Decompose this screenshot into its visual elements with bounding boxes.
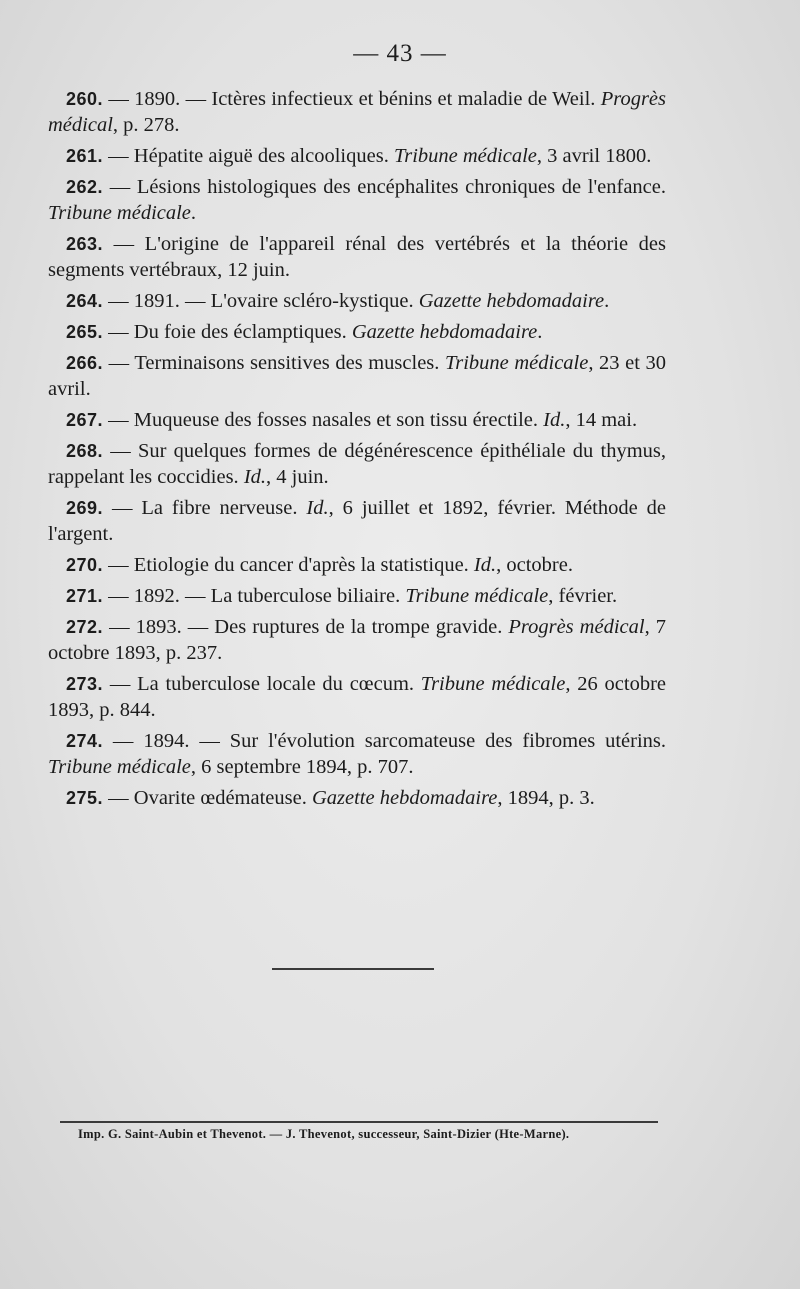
entry-number: 260. xyxy=(66,89,104,109)
bibliography-entry xyxy=(48,614,666,666)
entry-source: Tribune médicale xyxy=(405,585,549,607)
entry-source: Tribune médicale xyxy=(444,352,589,374)
bibliography-entry xyxy=(48,728,666,780)
entry-details: . xyxy=(537,321,543,343)
entry-details: , février. xyxy=(548,585,618,607)
entry-details: , 23 et 30 avril. xyxy=(48,352,666,400)
entry-number: 272. xyxy=(66,617,104,637)
entry-details: , 7 octobre 1893, p. 237. xyxy=(48,616,667,664)
entry-details: , 6 juillet et 1892, février. Méthode de l'argent. xyxy=(48,497,666,545)
entry-number: 274. xyxy=(66,731,104,751)
entry-source: Id. xyxy=(306,497,329,519)
entry-number: 270. xyxy=(66,555,104,575)
entry-details: , 4 juin. xyxy=(266,466,329,488)
entry-text: — 1892. — La tuberculose biliaire. xyxy=(103,585,406,607)
entry-number: 269. xyxy=(66,498,104,518)
entry-text: — Terminaisons sensitives des muscles. xyxy=(103,352,445,374)
entry-source: Progrès médical xyxy=(508,616,645,638)
entry-source: Tribune médicale xyxy=(48,756,191,778)
entry-details: . xyxy=(604,290,610,312)
entry-text: — La tuberculose locale du cœcum. xyxy=(103,673,421,695)
entry-text: — L'origine de l'appareil rénal des vertébrés et la théorie des segments vertébraux, 12 juin. xyxy=(48,233,666,281)
entry-source: Progrès médical xyxy=(48,88,666,136)
bibliography-entry xyxy=(48,671,666,723)
entry-source: Tribune médicale xyxy=(48,202,191,224)
bibliography-entry xyxy=(48,174,666,226)
bibliography-entry xyxy=(48,552,666,578)
entry-text: — La fibre nerveuse. xyxy=(103,497,307,519)
footer-divider xyxy=(60,1121,658,1123)
bibliography-entry xyxy=(48,495,666,547)
entry-number: 261. xyxy=(66,146,104,166)
bibliography-entry xyxy=(48,438,666,490)
entry-source: Id. xyxy=(243,466,267,488)
entry-source: Gazette hebdomadaire xyxy=(351,321,538,343)
section-divider xyxy=(272,968,434,970)
entry-number: 268. xyxy=(66,441,104,461)
bibliography-entry xyxy=(48,407,666,433)
entry-number: 266. xyxy=(66,353,104,373)
entry-text: — Du foie des éclamptiques. xyxy=(103,321,352,343)
bibliography-entry xyxy=(48,288,666,314)
entry-details: , 14 mai. xyxy=(565,409,638,431)
bibliography-entry xyxy=(48,583,666,609)
entry-source: Gazette hebdomadaire xyxy=(311,787,498,809)
entry-details: , 26 octobre 1893, p. 844. xyxy=(48,673,666,721)
entry-number: 263. xyxy=(66,234,104,254)
entry-source: Tribune médicale xyxy=(420,673,566,695)
entry-text: — Sur quelques formes de dégénérescence épithéliale du thymus, rappelant les coccidies. xyxy=(48,440,666,488)
bibliography-entry xyxy=(48,231,666,283)
bibliography-entry xyxy=(48,350,666,402)
entry-source: Id. xyxy=(473,554,497,576)
entry-text: — 1891. — L'ovaire scléro-kystique. xyxy=(103,290,419,312)
entry-details: , octobre. xyxy=(496,554,573,576)
entry-source: Id. xyxy=(543,409,566,431)
entry-number: 271. xyxy=(66,586,104,606)
entry-number: 267. xyxy=(66,410,104,430)
bibliography-entry xyxy=(48,319,666,345)
entry-number: 275. xyxy=(66,788,104,808)
entry-details: . xyxy=(190,202,197,224)
bibliography-entry xyxy=(48,143,666,169)
entry-number: 262. xyxy=(66,177,104,197)
entry-source: Tribune médicale xyxy=(393,145,537,167)
entry-source: Gazette hebdomadaire xyxy=(418,290,605,312)
entry-details: , p. 278. xyxy=(112,114,180,136)
page-number: — 43 — xyxy=(353,40,447,67)
printer-imprint: Imp. G. Saint-Aubin et Thevenot. — J. Thevenot, successeur, Saint-Dizier (Hte-Marne). xyxy=(78,1127,570,1141)
entry-details: , 3 avril 1800. xyxy=(536,145,652,167)
entry-details: , 1894, p. 3. xyxy=(497,787,595,809)
entry-text: — Etiologie du cancer d'après la statistique. xyxy=(103,554,474,576)
entry-number: 264. xyxy=(66,291,104,311)
entry-text: — Hépatite aiguë des alcooliques. xyxy=(103,145,394,167)
entry-text: — Muqueuse des fosses nasales et son tissu érectile. xyxy=(103,409,544,431)
entry-text: — Ovarite œdémateuse. xyxy=(103,787,312,809)
entry-details: , 6 septembre 1894, p. 707. xyxy=(190,756,414,778)
entry-number: 273. xyxy=(66,674,104,694)
bibliography-entry xyxy=(48,86,666,138)
entry-text: — 1890. — Ictères infectieux et bénins et maladie de Weil. xyxy=(103,88,601,110)
entry-text: — 1894. — Sur l'évolution sarcomateuse des fibromes utérins. xyxy=(103,730,666,752)
entry-text: — 1893. — Des ruptures de la trompe gravide. xyxy=(103,616,509,638)
bibliography-list xyxy=(48,86,666,816)
entry-text: — Lésions histologiques des encéphalites chroniques de l'enfance. xyxy=(103,176,666,198)
entry-number: 265. xyxy=(66,322,104,342)
bibliography-entry xyxy=(48,785,666,811)
